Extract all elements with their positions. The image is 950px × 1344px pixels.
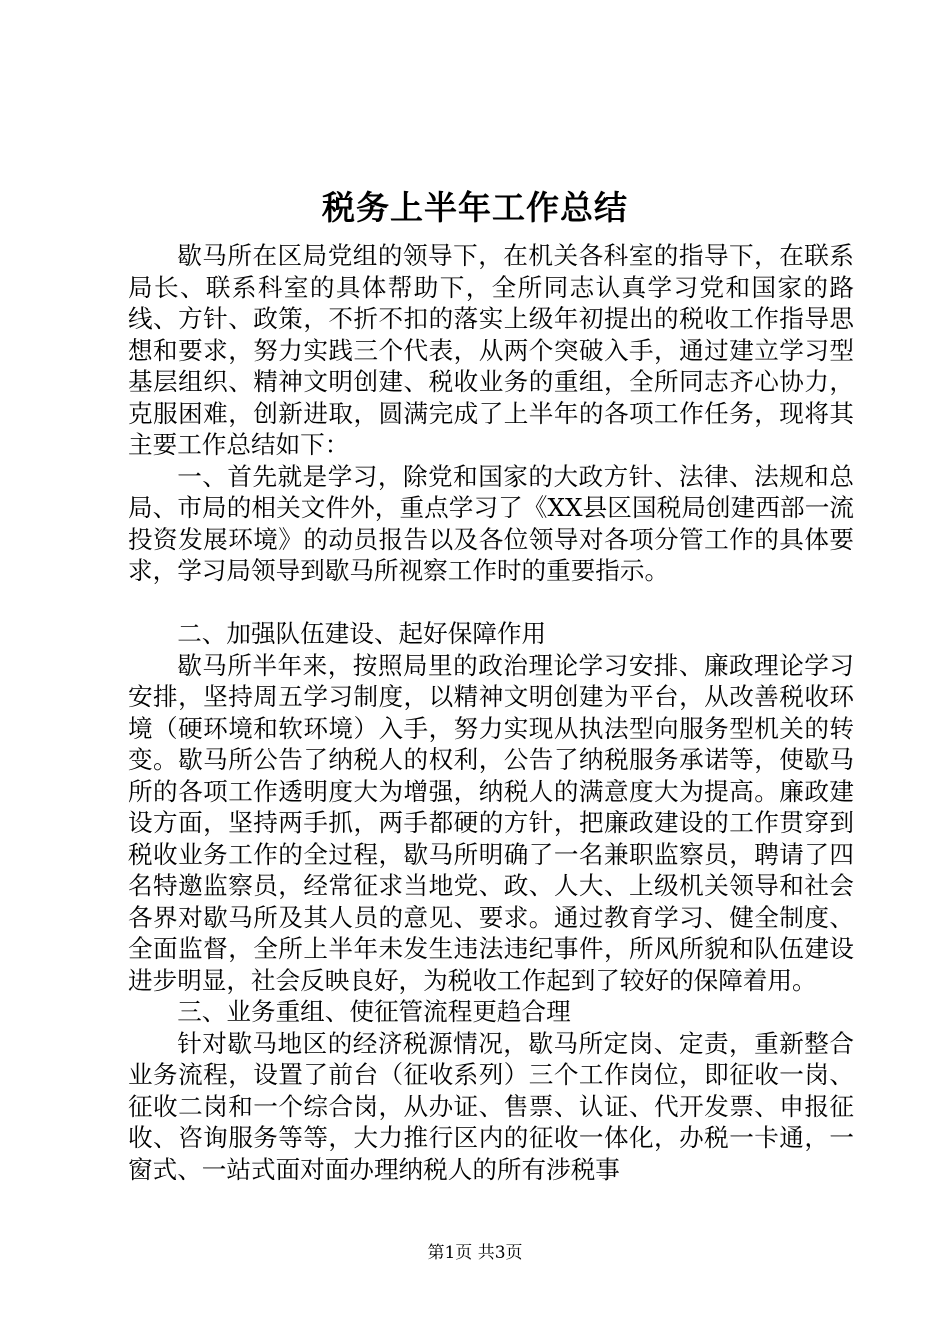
document-title: 税务上半年工作总结 xyxy=(322,188,628,227)
document-body xyxy=(128,240,854,1185)
paragraph-section-3: 针对歇马地区的经济税源情况，歇马所定岗、定责，重新整合业务流程，设置了前台（征收系列）三个工作岗位，即征收一岗、征收二岗和一个综合岗，从办证、售票、认证、代开发票、申报征收、咨询服务等等，大力推行区内的征收一体化，办税一卡通，一窗式、一站式面对面办理纳税人的所有涉税事 xyxy=(128,1028,854,1184)
paragraph-intro: 歇马所在区局党组的领导下，在机关各科室的指导下，在联系局长、联系科室的具体帮助下，全所同志认真学习党和国家的路线、方针、政策，不折不扣的落实上级年初提出的税收工作指导思想和要求，努力实践三个代表，从两个突破入手，通过建立学习型基层组织、精神文明创建、税收业务的重组，全所同志齐心协力，克服困难，创新进取，圆满完成了上半年的各项工作任务，现将其主要工作总结如下： xyxy=(128,241,854,459)
paragraph-spacer xyxy=(128,587,854,619)
paragraph-section-1: 一、首先就是学习，除党和国家的大政方针、法律、法规和总局、市局的相关文件外，重点学习了《XX县区国税局创建西部一流投资发展环境》的动员报告以及各位领导对各项分管工作的具体要求，学习局领导到歇马所视察工作时的重要指示。 xyxy=(128,461,854,585)
section-heading-2: 二、加强队伍建设、起好保障作用 xyxy=(177,619,547,648)
paragraph-section-2: 歇马所半年来，按照局里的政治理论学习安排、廉政理论学习安排，坚持周五学习制度，以精神文明创建为平台，从改善税收环境（硬环境和软环境）入手，努力实现从执法型向服务型机关的转变。歇马所公告了纳税人的权利，公告了纳税服务承诺等，使歇马所的各项工作透明度大为增强，纳税人的满意度大为提高。廉政建设方面，坚持两手抓，两手都硬的方针，把廉政建设的工作贯穿到税收业务工作的全过程，歇马所明确了一名兼职监察员，聘请了四名特邀监察员，经常征求当地党、政、人大、上级机关领导和社会各界对歇马所及其人员的意见、要求。通过教育学习、健全制度、全面监督，全所上半年未发生违法违纪事件，所风所貌和队伍建设进步明显，社会反映良好，为税收工作起到了较好的保障着用。 xyxy=(128,650,854,995)
section-heading-3: 三、业务重组、使征管流程更趋合理 xyxy=(177,997,571,1026)
page-footer: 第1页 共3页 xyxy=(427,1243,523,1263)
